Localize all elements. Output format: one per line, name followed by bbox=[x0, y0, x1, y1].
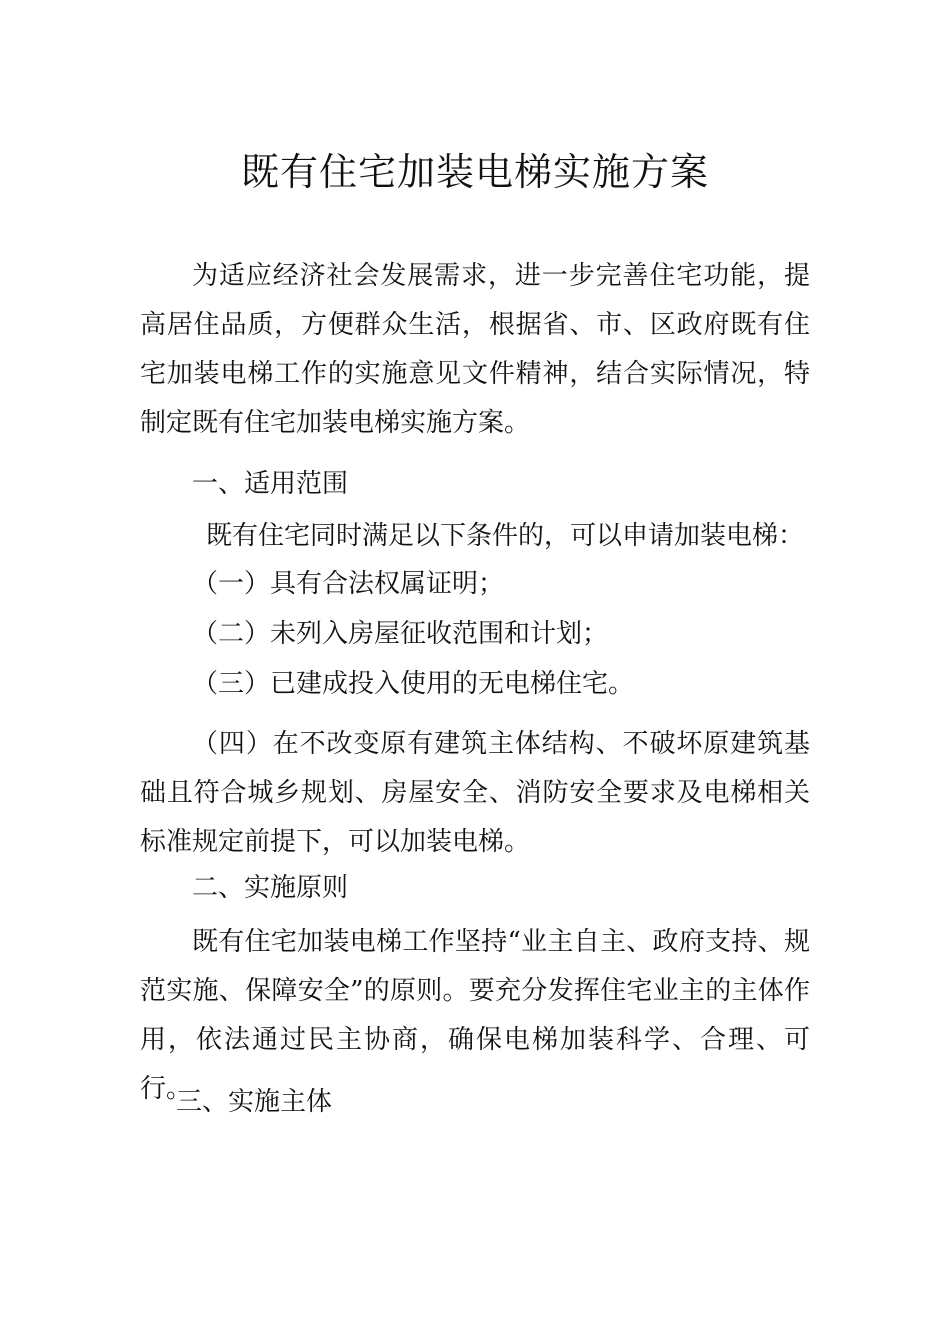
principles-paragraph: 既有住宅加装电梯工作坚持“业主自主、政府支持、规范实施、保障安全”的原则。要充分发挥住宅业主的主体作用，依法通过民主协商，确保电梯加装科学、合理、可行。 bbox=[140, 927, 810, 1104]
scope-lead-text: 既有住宅同时满足以下条件的，可以申请加装电梯： bbox=[206, 521, 805, 551]
intro-paragraph: 为适应经济社会发展需求，进一步完善住宅功能，提高居住品质，方便群众生活，根据省、市、区政府既有住宅加装电梯工作的实施意见文件精神，结合实际情况，特制定既有住宅加装电梯实施方案。 bbox=[140, 261, 810, 438]
condition-item-3: （三）已建成投入使用的无电梯住宅。 bbox=[192, 669, 635, 699]
document-title: 既有住宅加装电梯实施方案 bbox=[240, 150, 709, 194]
section-heading-implementer: 三、实施主体 bbox=[176, 1087, 333, 1117]
section-heading-scope: 一、适用范围 bbox=[192, 469, 349, 499]
condition-item-4: （四）在不改变原有建筑主体结构、不破坏原建筑基础且符合城乡规划、房屋安全、消防安全要求及电梯相关标准规定前提下，可以加装电梯。 bbox=[140, 729, 810, 857]
condition-item-1: （一）具有合法权属证明； bbox=[192, 569, 505, 599]
condition-item-2: （二）未列入房屋征收范围和计划； bbox=[192, 619, 609, 649]
section-heading-principles: 二、实施原则 bbox=[192, 873, 349, 903]
